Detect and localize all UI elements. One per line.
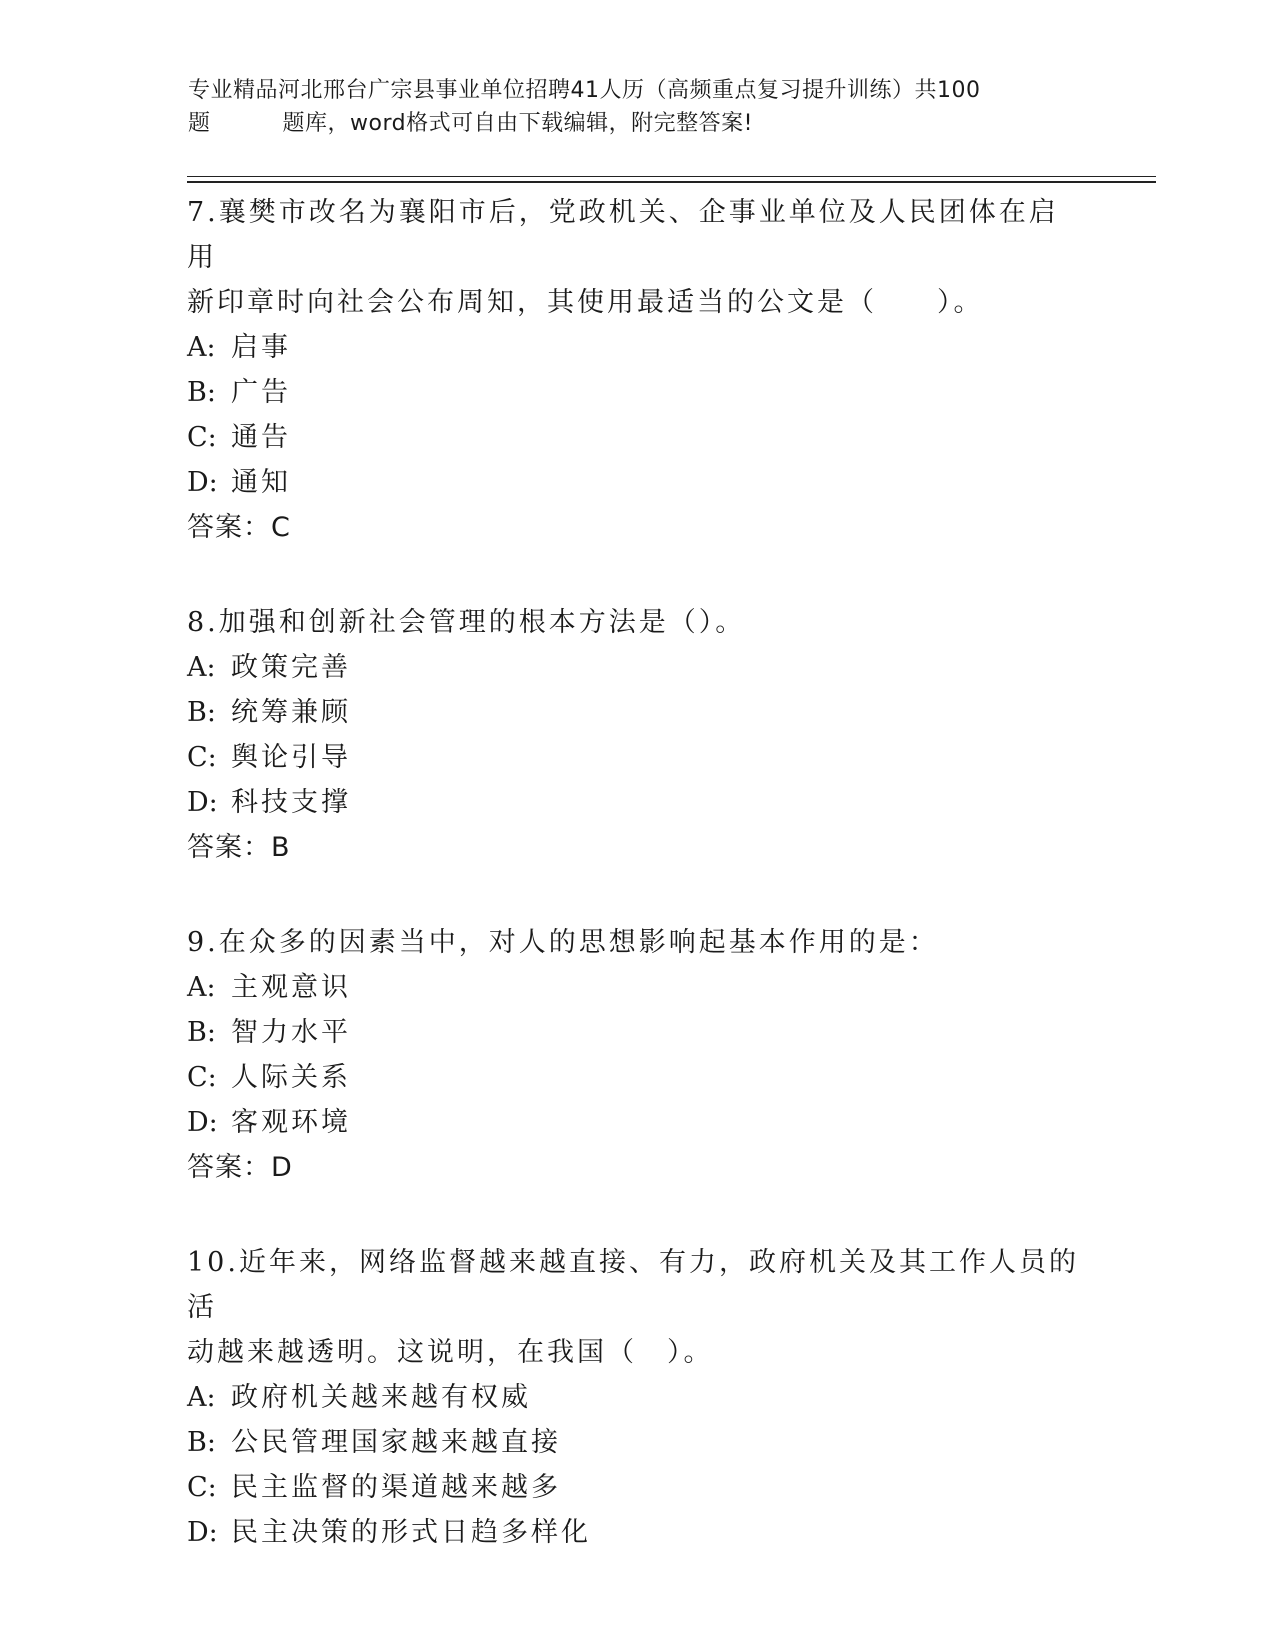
option-d	[187, 780, 1087, 825]
option-d	[187, 1100, 1087, 1145]
header-divider-thick	[187, 181, 1156, 183]
header-title-line-2-rest: 题库，word格式可自由下载编辑，附完整答案!	[282, 111, 753, 136]
question-9	[187, 920, 1087, 1190]
option-text: 统筹兼顾	[231, 697, 351, 728]
option-text: 通知	[231, 467, 291, 498]
question-stem-line: 10.近年来，网络监督越来越直接、有力，政府机关及其工作人员的活	[187, 1247, 1079, 1323]
option-letter: B:	[187, 377, 216, 408]
option-b	[187, 370, 1087, 415]
option-b	[187, 1420, 1087, 1465]
answer-line: 答案：C	[187, 512, 291, 543]
option-d	[187, 1510, 1087, 1555]
option-text: 人际关系	[231, 1062, 351, 1093]
option-letter: A:	[187, 652, 216, 683]
option-letter: D:	[187, 1107, 218, 1138]
answer-line: 答案：B	[187, 832, 291, 863]
option-c	[187, 1055, 1087, 1100]
question-stem-line: 7.襄樊市改名为襄阳市后，党政机关、企事业单位及人民团体在启用	[187, 197, 1059, 273]
option-letter: D:	[187, 787, 218, 818]
option-text: 通告	[231, 422, 291, 453]
option-b	[187, 1010, 1087, 1055]
option-text: 舆论引导	[231, 742, 351, 773]
question-10	[187, 1240, 1087, 1555]
option-letter: B:	[187, 1427, 216, 1458]
option-text: 民主决策的形式日趋多样化	[231, 1517, 591, 1548]
answer-line: 答案：D	[187, 1152, 293, 1183]
option-letter: A:	[187, 972, 216, 1003]
option-b	[187, 690, 1087, 735]
option-d	[187, 460, 1087, 505]
question-8	[187, 600, 1087, 870]
header-divider-thin	[187, 176, 1156, 177]
header-title-line-1: 专业精品河北邢台广宗县事业单位招聘41人历（高频重点复习提升训练）共100	[188, 78, 981, 103]
option-text: 广告	[231, 377, 291, 408]
option-text: 科技支撑	[231, 787, 351, 818]
question-list	[187, 190, 1087, 1605]
option-letter: D:	[187, 467, 218, 498]
question-stem-line: 动越来越透明。这说明，在我国（ ）。	[187, 1337, 714, 1368]
header-title-line-2	[188, 107, 1088, 140]
option-letter: C:	[187, 742, 217, 773]
option-a	[187, 325, 1087, 370]
option-a	[187, 965, 1087, 1010]
option-text: 政府机关越来越有权威	[231, 1382, 531, 1413]
option-text: 主观意识	[231, 972, 351, 1003]
question-stem-line: 9.在众多的因素当中，对人的思想影响起基本作用的是：	[187, 927, 939, 958]
question-7	[187, 190, 1087, 550]
option-letter: A:	[187, 332, 216, 363]
option-letter: C:	[187, 1062, 217, 1093]
option-text: 民主监督的渠道越来越多	[231, 1472, 561, 1503]
question-stem-line: 新印章时向社会公布周知，其使用最适当的公文是（ ）。	[187, 287, 984, 318]
option-letter: C:	[187, 422, 217, 453]
option-text: 启事	[231, 332, 291, 363]
option-text: 智力水平	[231, 1017, 351, 1048]
option-text: 政策完善	[231, 652, 351, 683]
question-stem-line: 8.加强和创新社会管理的根本方法是（）。	[187, 607, 746, 638]
option-c	[187, 415, 1087, 460]
option-letter: B:	[187, 1017, 216, 1048]
option-c	[187, 1465, 1087, 1510]
option-letter: B:	[187, 697, 216, 728]
option-text: 客观环境	[231, 1107, 351, 1138]
document-header	[188, 74, 1088, 140]
option-letter: A:	[187, 1382, 216, 1413]
option-a	[187, 645, 1087, 690]
option-a	[187, 1375, 1087, 1420]
option-letter: C:	[187, 1472, 217, 1503]
option-letter: D:	[187, 1517, 218, 1548]
header-title-line-2-start: 题	[188, 111, 211, 136]
option-text: 公民管理国家越来越直接	[231, 1427, 561, 1458]
option-c	[187, 735, 1087, 780]
